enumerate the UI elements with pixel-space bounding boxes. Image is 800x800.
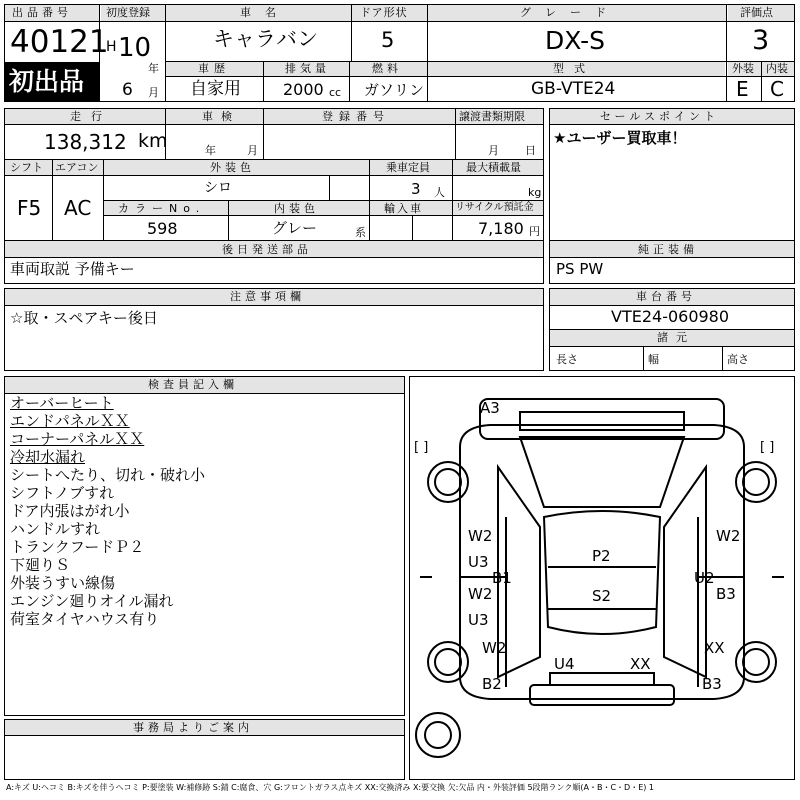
- exterior-color-value: シロ: [204, 180, 232, 196]
- car-damage-diagram: [410, 377, 794, 779]
- exterior-grade: E: [736, 77, 749, 101]
- damage-mark: A3: [480, 399, 500, 417]
- bracket-left: [ ]: [414, 440, 429, 455]
- lot-number-label: 出品番号: [12, 6, 72, 19]
- dimensions-label: 諸元: [657, 331, 695, 344]
- displacement-label: 排気量: [285, 62, 330, 75]
- inspector-line: 外装うすい線傷: [10, 574, 116, 592]
- chassis-number: VTE24-060980: [611, 307, 730, 326]
- damage-mark: B3: [702, 675, 722, 693]
- car-front-bumper: [480, 399, 724, 439]
- color-number-label: カラーNo.: [118, 202, 206, 215]
- shift-label: シフト: [10, 161, 43, 174]
- capacity-unit: 人: [434, 186, 445, 199]
- first-registration-label: 初度登録: [106, 6, 150, 19]
- interior-color-value: グレー: [272, 219, 318, 237]
- transfer-day-unit: 日: [525, 144, 536, 157]
- first-registration-year: 10: [118, 33, 152, 63]
- max-load-label: 最大積載量: [466, 161, 521, 174]
- notes-text: ☆取・スペアキー後日: [10, 309, 158, 327]
- car-windshield: [520, 437, 684, 507]
- fuel-value: ガソリン: [364, 81, 425, 99]
- interior-label: 内装: [766, 62, 788, 75]
- office-label: 事務局よりご案内: [133, 721, 253, 734]
- inspection-year-unit: 年: [205, 144, 216, 157]
- exterior-label: 外装: [732, 62, 754, 75]
- interior-grade: C: [770, 77, 784, 101]
- recycle-value: 7,180: [478, 219, 524, 238]
- capacity-value: 3: [411, 180, 421, 198]
- inspector-label: 検査員記入欄: [148, 378, 238, 391]
- damage-mark: XX: [704, 639, 725, 657]
- mileage-unit: km: [138, 130, 168, 152]
- damage-mark: W2: [468, 527, 493, 545]
- length-label: 長さ: [556, 353, 578, 366]
- history-value: 自家用: [190, 79, 241, 99]
- sales-point-block: [549, 108, 795, 241]
- inspector-line: オーバーヒート: [10, 394, 114, 412]
- recycle-unit: 円: [529, 225, 540, 238]
- car-name-label: 車名: [240, 6, 290, 19]
- recycle-label: リサイクル預託金: [455, 202, 534, 213]
- inspection-month-unit: 月: [247, 144, 258, 157]
- inspector-line: ドア内張はがれ小: [10, 502, 130, 520]
- mileage-value: 138,312: [44, 130, 127, 154]
- transfer-deadline-label: 譲渡書類期限: [459, 110, 525, 123]
- damage-mark: W2: [716, 527, 741, 545]
- first-registration-month: 6: [122, 80, 133, 100]
- inspector-line: トランクフードＰ２: [10, 538, 145, 556]
- inspector-line: シフトノブすれ: [10, 484, 115, 502]
- displacement-value: 2000: [283, 80, 324, 99]
- aircon-label: エアコン: [55, 161, 99, 174]
- damage-mark: W2: [468, 585, 493, 603]
- aircon-value: AC: [64, 196, 92, 220]
- damage-mark: U3: [468, 611, 489, 629]
- inspector-line: エンドパネルＸＸ: [10, 412, 130, 430]
- exterior-color-label: 外装色: [210, 161, 255, 174]
- transfer-month-unit: 月: [488, 144, 499, 157]
- mileage-label: 走行: [70, 110, 112, 123]
- later-parts-value: 車両取説 予備キー: [10, 260, 135, 278]
- fuel-label: 燃料: [372, 62, 402, 75]
- inspector-line: 荷室タイヤハウス有り: [10, 610, 160, 628]
- sales-point-text: ★ユーザー買取車！: [553, 129, 687, 147]
- import-label: 輸入車: [384, 202, 423, 215]
- interior-color-unit: 系: [355, 226, 366, 239]
- color-number-value: 598: [147, 219, 178, 238]
- sales-point-label: セールスポイント: [600, 110, 720, 123]
- capacity-label: 乗車定員: [386, 161, 430, 174]
- shift-value: F5: [17, 196, 42, 220]
- damage-mark: P2: [592, 547, 611, 565]
- damage-mark: U2: [694, 569, 715, 587]
- inspector-line: 冷却水漏れ: [10, 448, 86, 466]
- damage-mark: S2: [592, 587, 612, 605]
- model-value: GB-VTE24: [531, 79, 616, 99]
- year-unit: 年: [148, 62, 159, 75]
- interior-color-label: 内装色: [274, 202, 319, 215]
- inspection-label: 車検: [202, 110, 240, 123]
- inspector-line: シートへたり、切れ・破れ小: [10, 466, 206, 484]
- damage-mark: B1: [492, 569, 512, 587]
- door-value: 5: [381, 28, 395, 52]
- lot-number: 40121: [10, 24, 109, 60]
- later-parts-label: 後日発送部品: [222, 243, 312, 256]
- inspector-line: エンジン廻りオイル漏れ: [10, 592, 174, 610]
- inspector-lines: [10, 394, 400, 628]
- damage-mark: W2: [482, 639, 507, 657]
- registration-number-label: 登録番号: [322, 110, 390, 123]
- score-label: 評価点: [740, 6, 773, 19]
- grade-label: グレード: [520, 6, 620, 19]
- bracket-right: [ ]: [760, 440, 775, 455]
- equipment-label: 純正装備: [638, 243, 698, 256]
- inspector-line: 下廻りＳ: [10, 556, 71, 574]
- inspector-line: コーナーパネルＸＸ: [10, 430, 145, 448]
- door-label: ドア形状: [360, 6, 408, 19]
- model-label: 型式: [553, 62, 595, 75]
- damage-mark: U4: [554, 655, 575, 673]
- damage-mark: B3: [716, 585, 736, 603]
- car-name: キャラバン: [213, 27, 318, 51]
- damage-mark: B2: [482, 675, 502, 693]
- chassis-label: 車台番号: [636, 290, 696, 303]
- height-label: 高さ: [727, 353, 749, 366]
- grade-value: DX-S: [545, 26, 606, 55]
- month-unit: 月: [148, 86, 159, 99]
- inspector-line: ハンドルすれ: [10, 520, 101, 538]
- history-label: 車歴: [198, 62, 230, 75]
- legend: A:キズ U:ヘコミ B:キズを伴うヘコミ P:要塗装 W:補修跡 S:錆 C:腐食、穴 G:フロントガラス点キズ XX:交換済み X:要交換 欠:欠品 内・外装評価 5段階ランク順(A・B・C・D・E) 1: [6, 783, 655, 792]
- first-listing-badge-text: 初出品: [9, 67, 85, 96]
- damage-mark: XX: [630, 655, 651, 673]
- spare-wheel: [416, 713, 460, 757]
- first-registration-era: H: [106, 39, 117, 55]
- car-rear-bumper: [530, 685, 674, 705]
- max-load-unit: kg: [528, 186, 542, 199]
- car-roof: [544, 511, 660, 634]
- displacement-unit: cc: [329, 86, 342, 99]
- score-value: 3: [752, 25, 770, 56]
- equipment-text: PS PW: [556, 260, 604, 278]
- notes-label: 注意事項欄: [230, 290, 305, 303]
- damage-mark: U3: [468, 553, 489, 571]
- width-label: 幅: [648, 353, 659, 366]
